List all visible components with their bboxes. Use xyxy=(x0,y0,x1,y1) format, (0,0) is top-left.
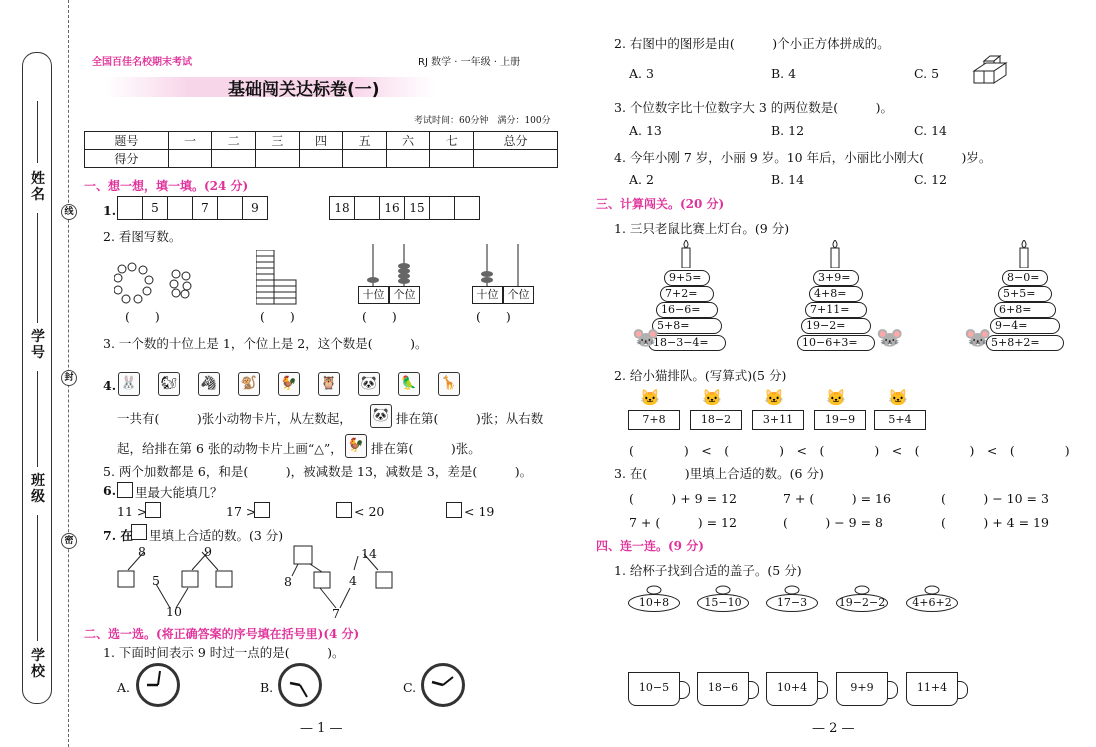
clock-b[interactable] xyxy=(278,663,322,707)
seal-seal-mark: 封 xyxy=(61,370,77,386)
page-number-1: — 1 — xyxy=(300,721,343,736)
cat-icon: 🐱 xyxy=(826,388,846,407)
cup[interactable]: 10+4 xyxy=(766,672,818,706)
clock-c[interactable] xyxy=(421,663,465,707)
q2-text: 2. 看图写数。 xyxy=(103,229,182,244)
page-title: 基础闯关达标卷(一) xyxy=(228,80,380,100)
cat-icon: 🐱 xyxy=(888,388,908,407)
cup-lid[interactable]: 15−10 xyxy=(697,594,749,612)
mouse-icon: 🐭 xyxy=(964,326,992,351)
section3-heading: 三、计算闯关。(20 分) xyxy=(596,197,725,211)
cat-expression: 5+4 xyxy=(874,410,926,430)
mouse-icon: 🐭 xyxy=(632,326,660,351)
animal-card: 🦓 xyxy=(198,372,220,396)
class-label: 班级 xyxy=(31,473,45,505)
mouse-icon: 🐭 xyxy=(876,326,904,351)
animal-card: 🦒 xyxy=(438,372,460,396)
animal-card: 🐒 xyxy=(238,372,260,396)
cup[interactable]: 11+4 xyxy=(906,672,958,706)
abacus-1: 十位 个位 xyxy=(358,242,420,304)
edition-label: RJ 数学 · 一年级 · 上册 xyxy=(418,57,521,68)
lamp-tower-2: 3+9= 4+8= 7+11= 19−2= 10−6+3= xyxy=(795,240,875,356)
animal-card: 🦉 xyxy=(318,372,340,396)
animal-card: 🐰 xyxy=(118,372,140,396)
animal-card: 🦜 xyxy=(398,372,420,396)
ten-bars-figure xyxy=(256,250,300,306)
series-label: 全国百佳名校期末考试 xyxy=(92,57,192,68)
cup[interactable]: 9+9 xyxy=(836,672,888,706)
cat-expression: 19−9 xyxy=(814,410,866,430)
cat-icon: 🐱 xyxy=(764,388,784,407)
animal-card: 🐼 xyxy=(358,372,380,396)
student-info-sidebar xyxy=(22,52,52,704)
time-info: 考试时间：60分钟 满分：100分 xyxy=(414,116,551,126)
cup[interactable]: 18−6 xyxy=(697,672,749,706)
number-sequence-a: 5 7 9 xyxy=(118,196,268,220)
cube-figure xyxy=(972,53,1012,89)
cup[interactable]: 10−5 xyxy=(628,672,680,706)
section4-heading: 四、连一连。(9 分) xyxy=(596,539,704,553)
animal-card: 🐿 xyxy=(158,372,180,396)
order-answer-line[interactable]: ( ) < ( ) < ( ) < ( ) < ( ) xyxy=(629,443,1070,458)
cat-icon: 🐱 xyxy=(702,388,722,407)
cat-expression: 7+8 xyxy=(628,410,680,430)
cat-expression: 18−2 xyxy=(690,410,742,430)
q3-text: 3. 一个数的十位上是 1，个位上是 2，这个数是( )。 xyxy=(103,336,428,351)
cup-lid[interactable]: 4+6+2 xyxy=(906,594,958,612)
q5-text: 5. 两个加数都是 6，和是( )，被减数是 13，减数是 3，差是( )。 xyxy=(103,464,533,479)
cup-lid[interactable]: 19−2−2 xyxy=(836,594,888,612)
seal-secret-mark: 密 xyxy=(61,533,77,549)
number-sequence-b: 18 16 15 xyxy=(330,196,480,220)
panda-card-inline: 🐼 xyxy=(370,404,392,428)
page-number-2: — 2 — xyxy=(812,721,855,736)
section1-heading: 一、想一想，填一填。(24 分) xyxy=(84,179,249,193)
number-label: 学号 xyxy=(31,329,45,361)
cup-lid[interactable]: 17−3 xyxy=(766,594,818,612)
cat-icon: 🐱 xyxy=(640,388,660,407)
cup-lid[interactable]: 10+8 xyxy=(628,594,680,612)
school-label: 学校 xyxy=(31,648,45,680)
section2-heading: 二、选一选。(将正确答案的序号填在括号里)(4 分) xyxy=(84,627,360,641)
cat-expression: 3+11 xyxy=(752,410,804,430)
lamp-tower-1: 9+5= 7+2= 16−6= 5+8= 18−3−4= xyxy=(646,240,726,356)
seal-line-mark: 线 xyxy=(61,204,77,220)
circles-figure xyxy=(114,262,198,306)
rooster-card-inline: 🐓 xyxy=(345,434,367,458)
score-table: 题号 一 二 三 四 五 六 七 总分 得分 xyxy=(84,131,558,168)
lamp-tower-3: 8−0= 5+5= 6+8= 9−4= 5+8+2= xyxy=(984,240,1064,356)
animal-card: 🐓 xyxy=(278,372,300,396)
clock-a[interactable] xyxy=(136,663,180,707)
abacus-2: 十位 个位 xyxy=(472,242,534,304)
name-label: 姓名 xyxy=(31,171,45,203)
